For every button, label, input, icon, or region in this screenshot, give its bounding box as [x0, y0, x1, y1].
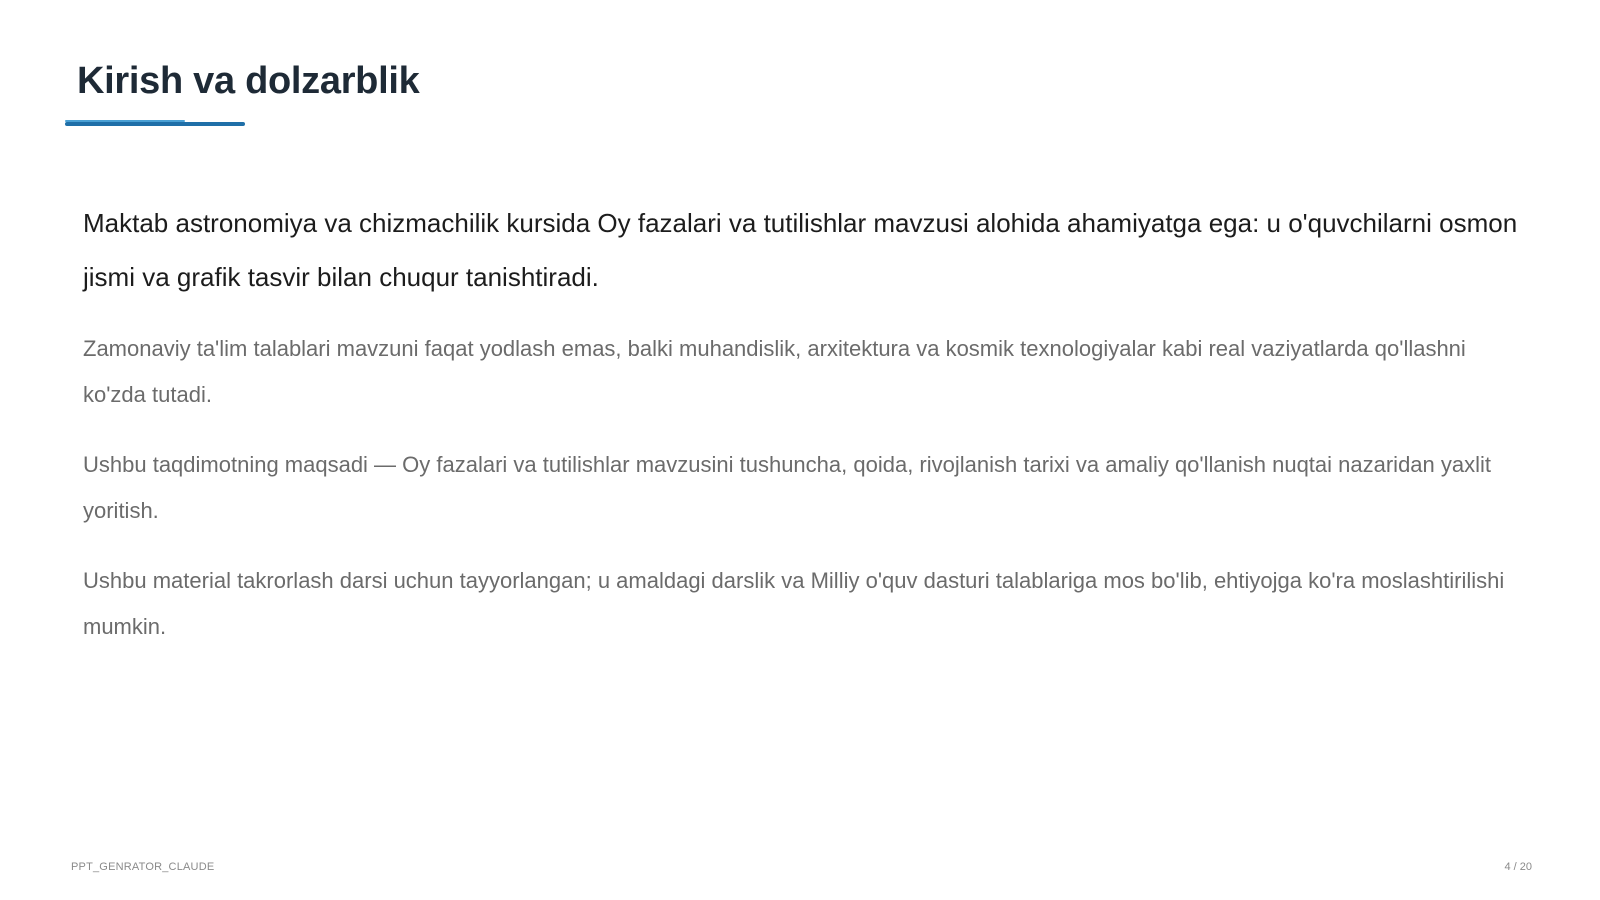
footer-source: PPT_GENRATOR_CLAUDE: [71, 861, 215, 873]
slide-body: [83, 196, 1523, 674]
body-paragraph: Zamonaviy ta'lim talablari mavzuni faqat yodlash emas, balki muhandislik, arxitektura va kosmik texnologiyalar kabi real vaziyatlarda qo'llashni ko'zda tutadi.: [83, 336, 1466, 407]
lead-paragraph: Maktab astronomiya va chizmachilik kursida Oy fazalari va tutilishlar mavzusi alohida ahamiyatga ega: u o'quvchilarni osmon jismi va grafik tasvir bilan chuqur tanishtiradi.: [83, 208, 1518, 292]
title-underline-bar: [65, 122, 245, 126]
body-paragraph: Ushbu material takrorlash darsi uchun tayyorlangan; u amaldagi darslik va Milliy o'quv dasturi talablariga mos bo'lib, ehtiyojga ko'ra moslashtirilishi mumkin.: [83, 568, 1505, 639]
body-paragraph: Ushbu taqdimotning maqsadi — Oy fazalari va tutilishlar mavzusini tushuncha, qoida, rivojlanish tarixi va amaliy qo'llanish nuqtai nazaridan yaxlit yoritish.: [83, 452, 1492, 523]
slide-title: Kirish va dolzarblik: [77, 60, 420, 102]
page-number: 4 / 20: [1504, 861, 1532, 873]
title-underline: [65, 122, 245, 127]
